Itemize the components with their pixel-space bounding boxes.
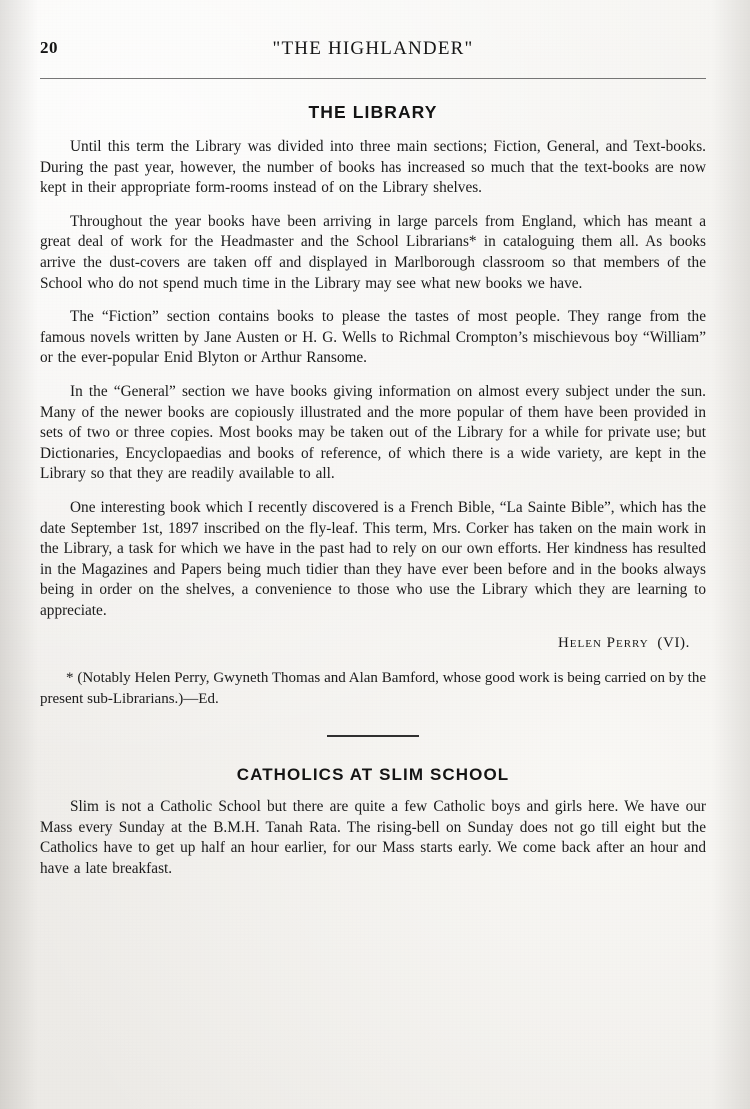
article-paragraph: In the “General” section we have books giving information on almost every subject under the sun. Many of the newer books are copiously illustrated and the more popular of them have been provided in sets of two or three copies. Most books may be taken out of the Library for a while for private use; but Dictionaries, Encyclopaedias and books of reference, of which there is a wide variety, are kept in the Library so that they are readily available to all.	[40, 382, 706, 483]
article-paragraph: Slim is not a Catholic School but there are quite a few Catholic boys and girls here. We have our Mass every Sunday at the B.M.H. Tanah Rata. The rising-bell on Sunday does not go till eight but the Catholics have to get up half an hour earlier, for our Mass starts early. We come back after an hour and have a late breakfast.	[40, 798, 706, 878]
page-number: 20	[40, 38, 58, 57]
article-title-catholics: CATHOLICS AT SLIM SCHOOL	[236, 765, 510, 785]
section-divider-wrap	[40, 735, 706, 737]
section-divider-rule	[327, 735, 419, 737]
article-paragraph: One interesting book which I recently discovered is a French Bible, “La Sainte Bible”, which has the date September 1st, 1897 inscribed on the fly-leaf. This term, Mrs. Corker has taken on the main work in the Library, a task for which we have in the past had to rely on our own efforts. Her kindness has resulted in the Magazines and Papers being much tidier than they have ever been before and in the books always being in order on the shelves, a convenience to those who use the Library which they are learning to appreciate.	[40, 498, 706, 619]
second-article-body	[40, 797, 706, 879]
article-footnote: * (Notably Helen Perry, Gwyneth Thomas and Alan Bamford, whose good work is being carried on by the present sub-Librarians.)—Ed.	[40, 670, 706, 707]
running-head-title: "THE HIGHLANDER"	[272, 38, 474, 59]
byline-form-suffix: (VI).	[657, 635, 690, 652]
article-title-library: THE LIBRARY	[308, 102, 438, 122]
article-paragraph: The “Fiction” section contains books to please the tastes of most people. They range from the famous novels written by Jane Austen or H. G. Wells to Richmal Crompton’s mischievous boy “William” or the ever-popular Enid Blyton or Arthur Ransome.	[40, 308, 706, 367]
byline-author-name: Helen Perry	[557, 635, 649, 652]
header-rule	[40, 78, 706, 79]
article-paragraph: Throughout the year books have been arriving in large parcels from England, which has meant a great deal of work for the Headmaster and the School Librarians* in cataloguing them all. As books arrive the dust-covers are taken off and displayed in Marlborough classroom so that members of the School who do not spend much time in the Library may see what new books we have.	[40, 212, 706, 292]
article-byline	[40, 635, 706, 652]
article-paragraph: Until this term the Library was divided into three main sections; Fiction, General, and Text-books. During the past year, however, the number of books has increased so much that the text-books are now kept in their appropriate form-rooms instead of on the Library shelves.	[40, 138, 706, 197]
page-header	[40, 38, 706, 72]
